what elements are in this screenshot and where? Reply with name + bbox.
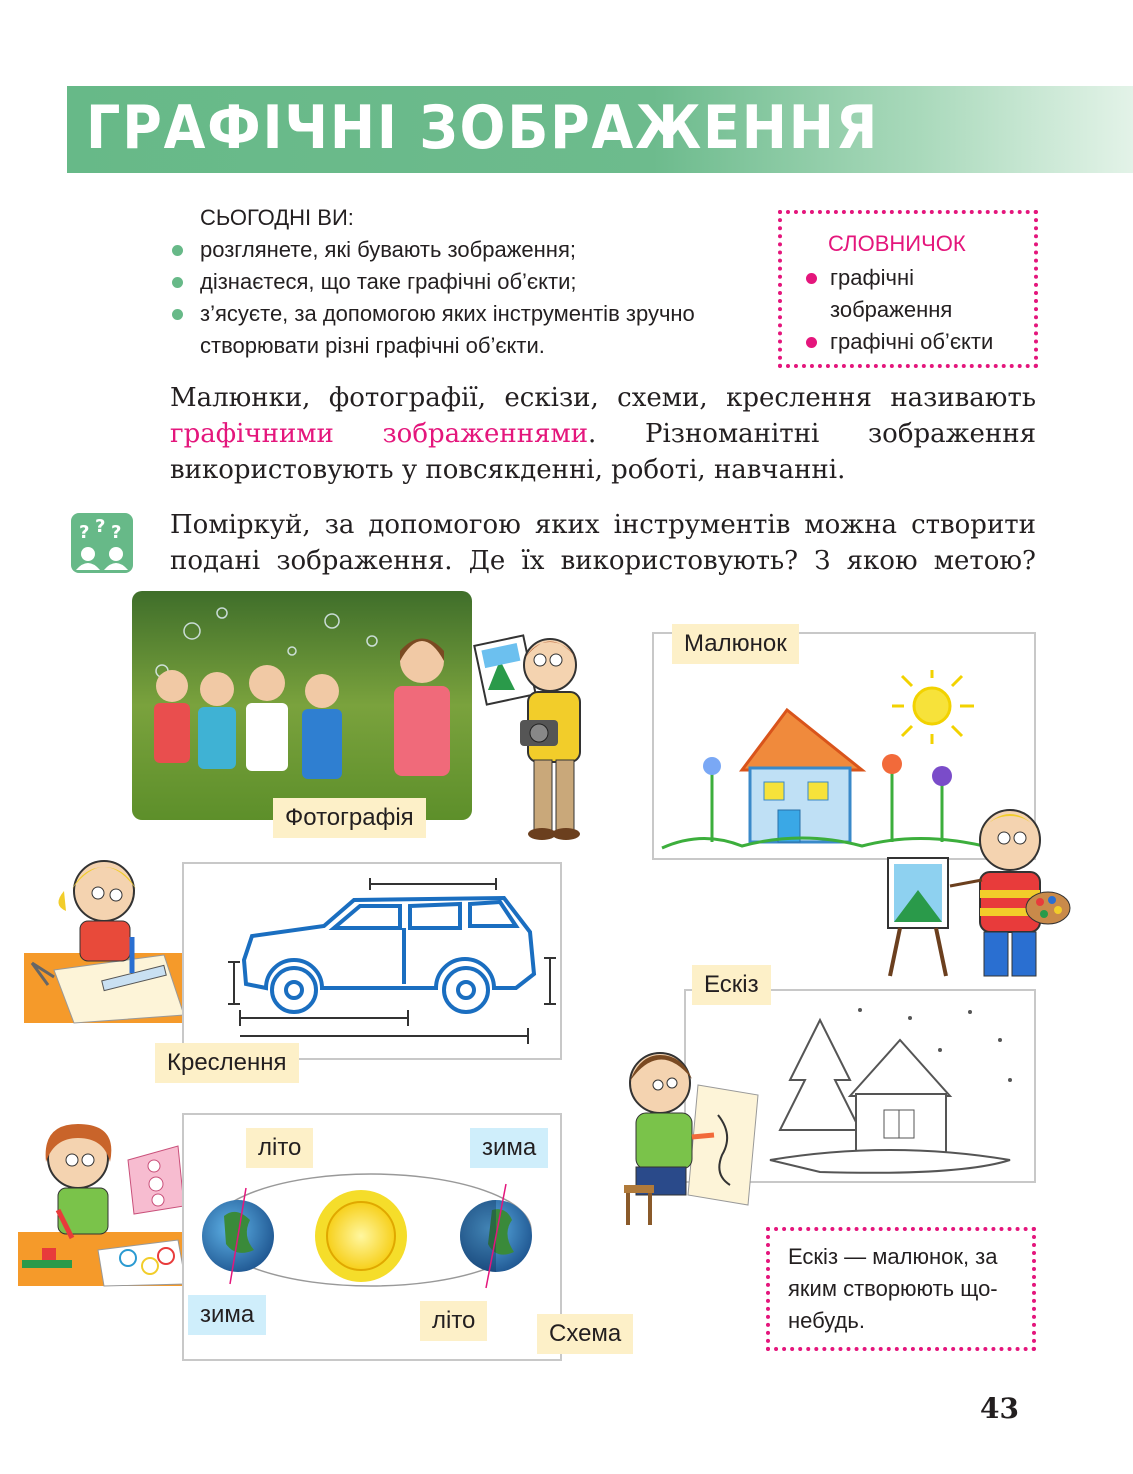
bullet-icon	[806, 337, 817, 348]
seasons-scheme-diagram	[196, 1160, 546, 1310]
technical-label: Креслення	[155, 1043, 299, 1083]
winter-house-sketch	[760, 1000, 1030, 1178]
sun-icon	[315, 1190, 407, 1282]
bullet-icon	[172, 245, 183, 256]
svg-text:?: ?	[95, 516, 106, 537]
goal-item: дізнаєтеся, що таке графічні об’єкти;	[170, 266, 730, 298]
scheme-summer-left-label: літо	[246, 1128, 313, 1168]
scheme-summer-right-label: літо	[420, 1301, 487, 1341]
question-text: Поміркуй, за допомогою яких інструментів можна створити подані зображення. Де їх використовують? З якою метою?	[170, 510, 1036, 576]
vocabulary-list	[804, 262, 1024, 358]
car-blueprint	[224, 878, 558, 1048]
bullet-icon	[172, 309, 183, 320]
scheme-winter-left-label: зима	[188, 1295, 266, 1335]
svg-text:?: ?	[111, 522, 122, 543]
bullet-icon	[806, 273, 817, 284]
page-title: ГРАФІЧНІ ЗОБРАЖЕННЯ	[86, 93, 880, 163]
goals-list	[170, 234, 730, 362]
goals-heading: СЬОГОДНІ ВИ:	[200, 205, 354, 230]
children-photo	[132, 591, 472, 820]
goal-item: з’ясуєте, за допомогою яких інструментів зручно створювати різні графічні об’єкти.	[170, 298, 730, 362]
scheme-label: Схема	[537, 1314, 633, 1354]
sketch-label: Ескіз	[692, 965, 771, 1005]
definition-term: графічними зображеннями	[170, 419, 589, 449]
vocabulary-item: графічні об’єкти	[804, 326, 1024, 358]
think-icon	[70, 512, 134, 574]
vocabulary-box	[778, 210, 1038, 368]
vocabulary-item: графічні зображення	[804, 262, 1024, 326]
earth-left-icon	[202, 1188, 274, 1284]
earth-right-icon	[460, 1184, 532, 1288]
girl-drawing-scheme-illustration	[18, 1110, 190, 1286]
svg-text:?: ?	[79, 522, 90, 543]
boy-painting-illustration	[880, 798, 1070, 978]
page-number: 43	[980, 1392, 1019, 1425]
sketch-definition-note: Ескіз — малюнок, за яким створюють що-небудь.	[766, 1227, 1036, 1351]
bullet-icon	[172, 277, 183, 288]
girl-drafting-illustration	[24, 845, 196, 1023]
drawing-label: Малюнок	[672, 624, 799, 664]
scheme-winter-right-label: зима	[470, 1128, 548, 1168]
vocabulary-heading: СЛОВНИЧОК	[828, 231, 966, 256]
boy-with-camera-illustration	[470, 620, 600, 850]
goals-block	[170, 202, 730, 362]
goal-item: розглянете, які бувають зображення;	[170, 234, 730, 266]
boy-sketching-illustration	[618, 1035, 768, 1227]
photo-label: Фотографія	[273, 798, 426, 838]
definition-paragraph: Малюнки, фотографії, ескізи, схеми, креслення називають графічними зображеннями. Різноманітні зображення використовують у повсякденні, роботі, навчанні.	[170, 383, 1036, 485]
